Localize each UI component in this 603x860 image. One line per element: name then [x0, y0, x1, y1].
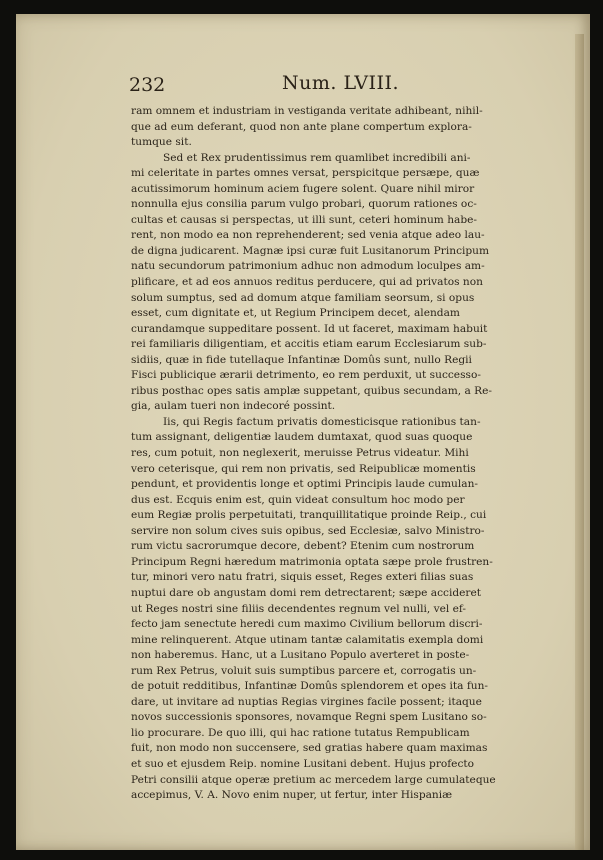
paragraph	[131, 151, 492, 415]
text-line: acutissimorum hominum aciem fugere solent. Quare nihil miror	[131, 182, 475, 195]
text-line: vero ceterisque, qui rem non privatis, sed Reipublicæ momentis	[131, 462, 476, 475]
text-line: plificare, et ad eos annuos reditus perducere, qui ad privatos non	[131, 276, 483, 289]
text-line: Petri consilii atque operæ pretium ac mercedem large cumulateque	[131, 773, 496, 786]
text-line: cultas et causas si perspectas, ut illi sunt, ceteri hominum habe-	[131, 213, 477, 226]
text-line: nonnulla ejus consilia parum vulgo probari, quorum rationes oc-	[131, 198, 477, 211]
page-header	[129, 72, 449, 98]
text-line: mi celeritate in partes omnes versat, perspicitque persæpe, quæ	[131, 167, 480, 180]
text-line: fecto jam senectute heredi cum maximo Civilium bellorum discri-	[131, 618, 483, 631]
text-line: tum assignant, deligentiæ laudem dumtaxat, quod suas quoque	[131, 431, 473, 444]
text-line: gia, aulam tueri non indecoré possint.	[131, 400, 336, 413]
text-line: solum sumptus, sed ad domum atque familiam seorsum, si opus	[131, 291, 475, 304]
text-line: rei familiaris diligentiam, et accitis etiam earum Ecclesiarum sub-	[131, 338, 487, 351]
text-line: Principum Regni hæredum matrimonia optata sæpe prole frustren-	[131, 555, 493, 568]
text-line: fuit, non modo non succensere, sed gratias habere quam maximas	[131, 742, 488, 755]
text-line: ribus posthac opes satis amplæ suppetant, quibus secundam, a Re-	[131, 384, 492, 397]
text-line: curandamque suppeditare possent. Id ut faceret, maximam habuit	[131, 322, 488, 335]
page-number: 232	[129, 74, 166, 96]
text-line: de digna judicarent. Magnæ ipsi curæ fuit Lusitanorum Principum	[131, 244, 490, 257]
text-line: dus est. Ecquis enim est, quin videat consultum hoc modo per	[131, 493, 465, 506]
paragraph	[131, 415, 496, 804]
text-line: tumque sit.	[131, 136, 192, 149]
text-line: non haberemus. Hanc, ut a Lusitano Populo averteret in poste-	[131, 649, 470, 662]
text-line: Sed et Rex prudentissimus rem quamlibet incredibili ani-	[163, 151, 471, 164]
body-text	[131, 104, 496, 804]
text-line: novos successionis sponsores, novamque Regni spem Lusitano so-	[131, 711, 487, 724]
text-line: natu secundorum patrimonium adhuc non admodum loculpes am-	[131, 260, 485, 273]
text-line: ram omnem et industriam in vestiganda veritate adhibeant, nihil-	[131, 105, 483, 117]
text-line: sidiis, quæ in fide tutellaque Infantinæ Domûs sunt, nullo Regii	[131, 353, 472, 366]
text-line: nuptui dare ob angustam domi rem detrectarent; sæpe accideret	[131, 586, 481, 599]
text-line: ut Reges nostri sine filiis decendentes regnum vel nulli, vel ef-	[131, 602, 466, 615]
text-line: dare, ut invitare ad nuptias Regias virgines facile possent; itaque	[131, 695, 482, 708]
text-line: rum Rex Petrus, voluit suis sumptibus parcere et, corrogatis un-	[131, 664, 477, 677]
text-line: de potuit redditibus, Infantinæ Domûs splendorem et opes ita fun-	[131, 680, 488, 693]
page-edge-shadow	[575, 34, 584, 850]
paragraph	[131, 104, 483, 151]
text-line: Iis, qui Regis factum privatis domesticisque rationibus tan-	[163, 415, 481, 428]
text-line: servire non solum cives suis opibus, sed Ecclesiæ, salvo Ministro-	[131, 524, 485, 537]
text-line: rent, non modo ea non reprehenderent; sed venia atque adeo lau-	[131, 229, 485, 242]
text-line: Fisci publicique ærarii detrimento, eo rem perduxit, ut successo-	[131, 369, 481, 382]
text-line: rum victu sacrorumque decore, debent? Etenim cum nostrorum	[131, 540, 475, 553]
text-line: res, cum potuit, non neglexerit, meruisse Petrus videatur. Mihi	[131, 447, 469, 460]
text-line: lio procurare. De quo illi, qui hac ratione tutatus Rempublicam	[131, 726, 470, 739]
text-line: eum Regiæ prolis perpetuitati, tranquillitatique proinde Reip., cui	[131, 509, 487, 522]
text-line: esset, cum dignitate et, ut Regium Principem decet, alendam	[131, 307, 460, 320]
text-line: tur, minori vero natu fratri, siquis esset, Reges exteri filias suas	[131, 571, 474, 584]
running-head: Num. LVIII.	[282, 72, 400, 94]
text-line: que ad eum deferant, quod non ante plane compertum explora-	[131, 120, 472, 133]
text-line: mine relinquerent. Atque utinam tantæ calamitatis exempla domi	[131, 633, 484, 646]
text-line: accepimus, V. A. Novo enim nuper, ut fertur, inter Hispaniæ	[131, 789, 453, 802]
text-line: et suo et ejusdem Reip. nomine Lusitani debent. Hujus profecto	[131, 757, 475, 770]
text-line: pendunt, et providentis longe et optimi Principis laude cumulan-	[131, 478, 478, 491]
